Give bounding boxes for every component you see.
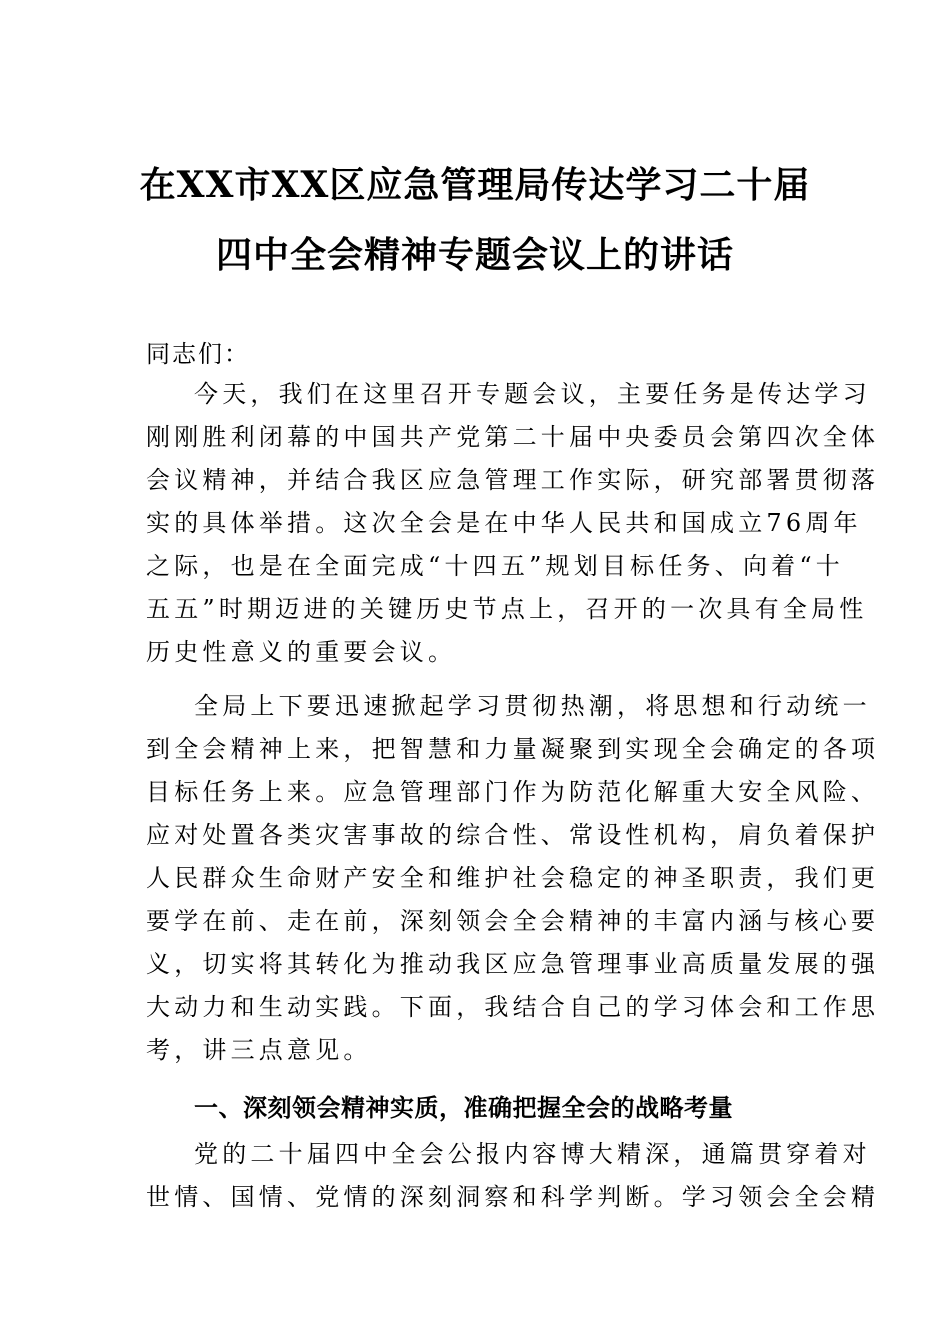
paragraph-2-line-3: 目标任务上来。应急管理部门作为防范化解重大安全风险、 [146, 778, 880, 806]
paragraph-1-line-1: 今天，我们在这里召开专题会议，主要任务是传达学习 [194, 380, 871, 408]
section-paragraph-line-2: 世情、国情、党情的深刻洞察和科学判断。学习领会全会精 [146, 1183, 880, 1211]
paragraph-2-line-5: 人民群众生命财产安全和维护社会稳定的神圣职责，我们更 [146, 864, 880, 892]
paragraph-2-line-2: 到全会精神上来，把智慧和力量凝聚到实现全会确定的各项 [146, 735, 880, 763]
document-title-line-1: 在XX市XX区应急管理局传达学习二十届 [139, 164, 811, 206]
paragraph-2-line-4: 应对处置各类灾害事故的综合性、常设性机构，肩负着保护 [146, 821, 880, 849]
document-title-line-2: 四中全会精神专题会议上的讲话 [215, 234, 734, 276]
paragraph-1-line-4: 实的具体举措。这次全会是在中华人民共和国成立76周年 [146, 509, 862, 537]
paragraph-2-line-6: 要学在前、走在前，深刻领会全会精神的丰富内涵与核心要 [146, 907, 880, 935]
paragraph-1-line-6: 五五”时期迈进的关键历史节点上，召开的一次具有全局性 [146, 595, 868, 623]
paragraph-2-line-8: 大动力和生动实践。下面，我结合自己的学习体会和工作思 [146, 993, 880, 1021]
salutation: 同志们： [146, 340, 250, 368]
paragraph-1-line-3: 会议精神，并结合我区应急管理工作实际，研究部署贯彻落 [146, 466, 880, 494]
paragraph-2-line-9: 考，讲三点意见。 [146, 1036, 372, 1064]
paragraph-2-line-1: 全局上下要迅速掀起学习贯彻热潮，将思想和行动统一 [194, 692, 871, 720]
section-paragraph-line-1: 党的二十届四中全会公报内容博大精深，通篇贯穿着对 [194, 1140, 871, 1168]
section-heading-1: 一、深刻领会精神实质，准确把握全会的战略考量 [194, 1094, 733, 1122]
paragraph-1-line-7: 历史性意义的重要会议。 [146, 638, 457, 666]
paragraph-1-line-5: 之际，也是在全面完成“十四五”规划目标任务、向着“十 [146, 552, 845, 580]
paragraph-2-line-7: 义，切实将其转化为推动我区应急管理事业高质量发展的强 [146, 950, 880, 978]
paragraph-1-line-2: 刚刚胜利闭幕的中国共产党第二十届中央委员会第四次全体 [146, 423, 880, 451]
